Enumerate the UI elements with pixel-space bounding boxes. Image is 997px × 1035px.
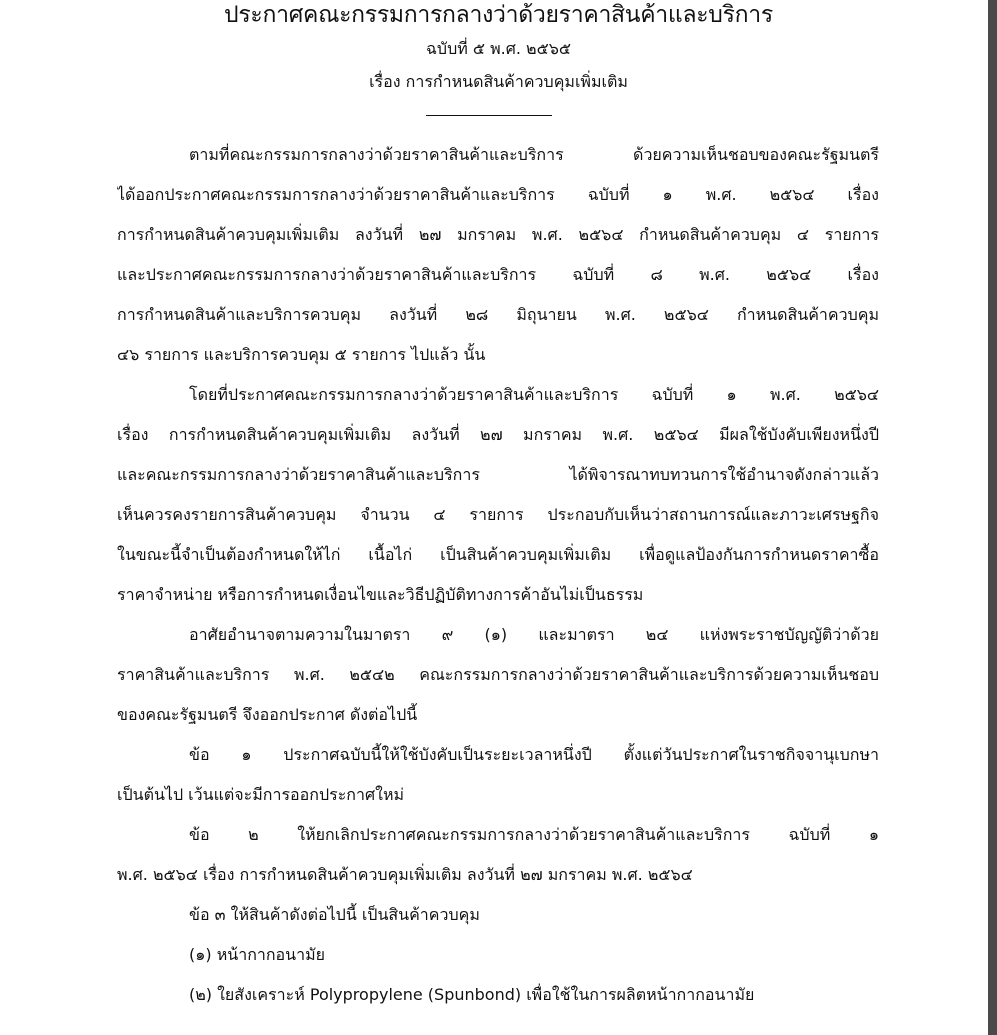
body-line: เรื่อง การกำหนดสินค้าควบคุมเพิ่มเติม ลงวันที่ ๒๗ มกราคม พ.ศ. ๒๕๖๔ มีผลใช้บังคับเพียงหนึ่งปี <box>117 425 879 444</box>
document-edition: ฉบับที่ ๕ พ.ศ. ๒๕๖๕ <box>426 39 571 58</box>
body-line: ตามที่คณะกรรมการกลางว่าด้วยราคาสินค้าและบริการ ด้วยความเห็นชอบของคณะรัฐมนตรี <box>189 145 879 164</box>
body-line: เห็นควรคงรายการสินค้าควบคุม จำนวน ๔ รายการ ประกอบกับเห็นว่าสถานการณ์และภาวะเศรษฐกิจ <box>117 505 879 524</box>
list-item: (๒) ใยสังเคราะห์ Polypropylene (Spunbond) เพื่อใช้ในการผลิตหน้ากากอนามัย <box>189 985 755 1004</box>
clause-line: ข้อ ๒ ให้ยกเลิกประกาศคณะกรรมการกลางว่าด้วยราคาสินค้าและบริการ ฉบับที่ ๑ <box>189 825 879 844</box>
clause-line: เป็นต้นไป เว้นแต่จะมีการออกประกาศใหม่ <box>117 785 405 804</box>
body-line: ๔๖ รายการ และบริการควบคุม ๕ รายการ ไปแล้ว นั้น <box>117 345 486 364</box>
body-line: ของคณะรัฐมนตรี จึงออกประกาศ ดังต่อไปนี้ <box>117 705 418 724</box>
body-line: โดยที่ประกาศคณะกรรมการกลางว่าด้วยราคาสินค้าและบริการ ฉบับที่ ๑ พ.ศ. ๒๕๖๔ <box>189 385 879 404</box>
body-line: ราคาสินค้าและบริการ พ.ศ. ๒๕๔๒ คณะกรรมการกลางว่าด้วยราคาสินค้าและบริการด้วยความเห็นชอบ <box>117 665 879 684</box>
title-divider <box>426 115 552 116</box>
body-line: ราคาจำหน่าย หรือการกำหนดเงื่อนไขและวิธีปฏิบัติทางการค้าอันไม่เป็นธรรม <box>117 585 644 604</box>
body-line: อาศัยอำนาจตามความในมาตรา ๙ (๑) และมาตรา ๒๔ แห่งพระราชบัญญัติว่าด้วย <box>189 625 879 644</box>
body-line: และคณะกรรมการกลางว่าด้วยราคาสินค้าและบริการ ได้พิจารณาทบทวนการใช้อำนาจดังกล่าวแล้ว <box>117 465 879 484</box>
viewer-scroll-edge <box>988 0 997 1035</box>
body-line: และประกาศคณะกรรมการกลางว่าด้วยราคาสินค้าและบริการ ฉบับที่ ๘ พ.ศ. ๒๕๖๔ เรื่อง <box>117 265 879 284</box>
body-line: ได้ออกประกาศคณะกรรมการกลางว่าด้วยราคาสินค้าและบริการ ฉบับที่ ๑ พ.ศ. ๒๕๖๔ เรื่อง <box>117 185 879 204</box>
body-line: การกำหนดสินค้าควบคุมเพิ่มเติม ลงวันที่ ๒๗ มกราคม พ.ศ. ๒๕๖๔ กำหนดสินค้าควบคุม ๔ รายการ <box>117 225 879 244</box>
clause-line: พ.ศ. ๒๕๖๔ เรื่อง การกำหนดสินค้าควบคุมเพิ่มเติม ลงวันที่ ๒๗ มกราคม พ.ศ. ๒๕๖๔ <box>117 865 693 884</box>
document-title: ประกาศคณะกรรมการกลางว่าด้วยราคาสินค้าและบริการ <box>224 2 773 28</box>
list-item: (๑) หน้ากากอนามัย <box>189 945 326 964</box>
clause-line: ข้อ ๓ ให้สินค้าดังต่อไปนี้ เป็นสินค้าควบคุม <box>189 905 480 924</box>
body-line: ในขณะนี้จำเป็นต้องกำหนดให้ไก่ เนื้อไก่ เป็นสินค้าควบคุมเพิ่มเติม เพื่อดูแลป้องกันการกำหนดราคาซื้อ <box>117 545 879 564</box>
clause-line: ข้อ ๑ ประกาศฉบับนี้ให้ใช้บังคับเป็นระยะเวลาหนึ่งปี ตั้งแต่วันประกาศในราชกิจจานุเบกษา <box>189 745 879 764</box>
body-line: การกำหนดสินค้าและบริการควบคุม ลงวันที่ ๒๘ มิถุนายน พ.ศ. ๒๕๖๔ กำหนดสินค้าควบคุม <box>117 305 879 324</box>
document-subject: เรื่อง การกำหนดสินค้าควบคุมเพิ่มเติม <box>369 72 628 91</box>
